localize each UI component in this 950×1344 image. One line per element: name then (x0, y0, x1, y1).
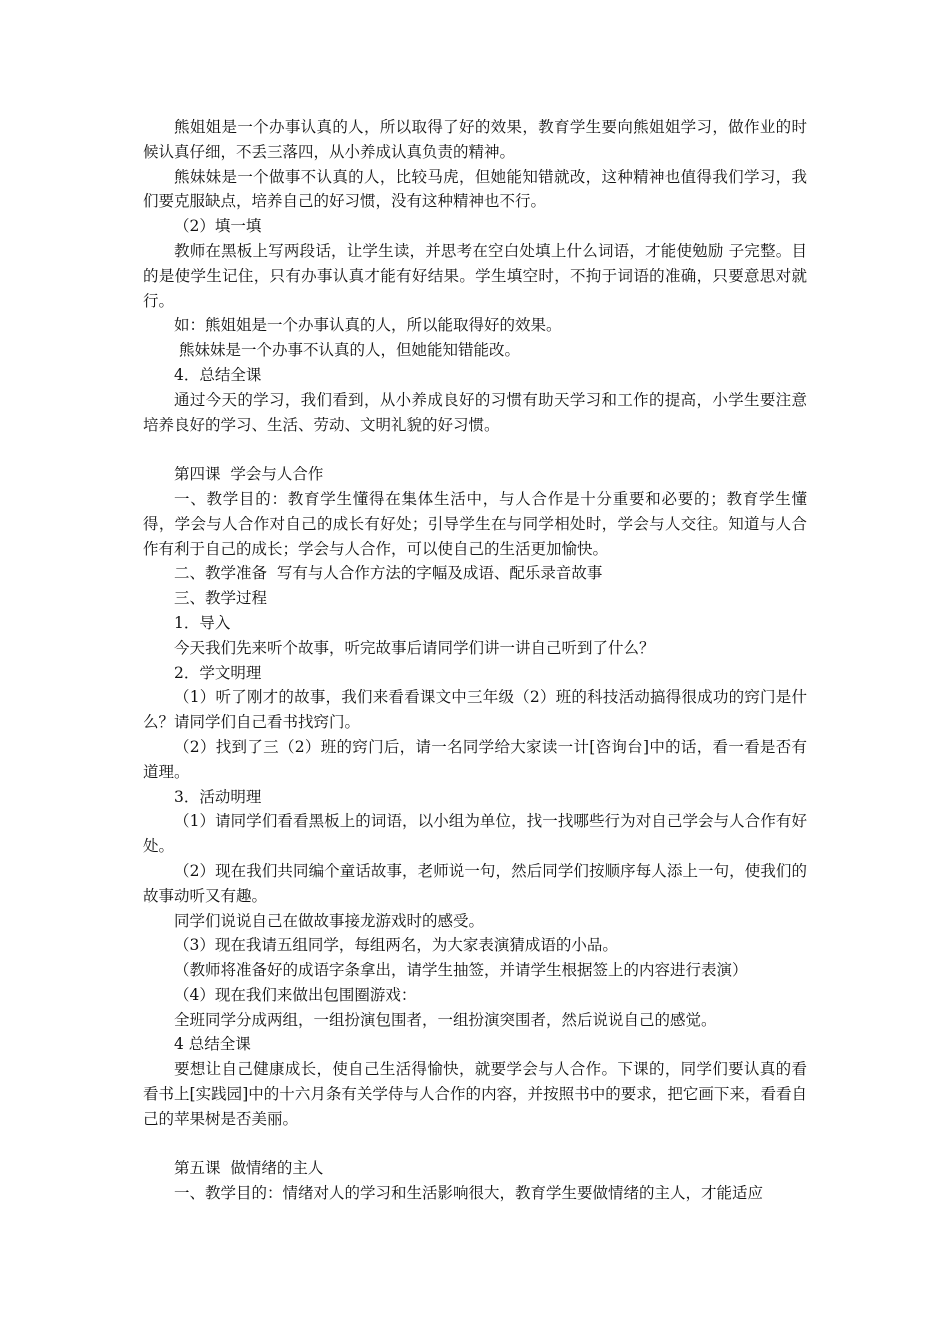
paragraph-listen-story: 今天我们先来听个故事，听完故事后请同学们讲一讲自己听到了什么？ (174, 638, 655, 657)
subheading-activity: 3．活动明理 (174, 787, 262, 806)
subheading-learn-text: 2．学文明理 (174, 663, 262, 682)
lesson-five-title: 第五课 做情绪的主人 (174, 1159, 324, 1178)
paragraph-activity-2: （2）现在我们共同编个童话故事，老师说一句，然后同学们按顺序每人添上一句，使我们的故事动听又有趣。 (143, 861, 807, 905)
paragraph-step-1: （1）听了刚才的故事，我们来看看课文中三年级（2）班的科技活动搞得很成功的窍门是什么？请同学们自己看书找窍门。 (143, 688, 807, 732)
document-body (143, 115, 807, 1206)
paragraph-teaching-preparation: 二、教学准备 写有与人合作方法的字幅及成语、配乐录音故事 (174, 564, 603, 583)
paragraph-teacher-blackboard: 教师在黑板上写两段话，让学生读，并思考在空白处填上什么词语，才能使勉励 子完整。目的是使学生记住，只有办事认真才能有好结果。学生填空时，不拘于词语的准确，只要意思对就行。 (143, 241, 807, 310)
subheading-introduction: 1．导入 (174, 613, 231, 632)
paragraph-activity-note: （教师将准备好的成语字条拿出，请学生抽签，并请学生根据签上的内容进行表演） (174, 961, 748, 980)
subheading-teaching-process: 三、教学过程 (174, 589, 268, 608)
paragraph-xiong-jiejie: 熊姐姐是一个办事认真的人，所以取得了好的效果，教育学生要向熊姐姐学习，做作业的时候认真仔细，不丢三落四，从小养成认真负责的精神。 (143, 118, 807, 161)
paragraph-example-1: 如：熊姐姐是一个办事认真的人，所以能取得好的效果。 (174, 316, 562, 335)
paragraph-summary-cooperation: 要想让自己健康成长，使自己生活得愉快，就要学会与人合作。下课的，同学们要认真的看看书上[实践园]中的十六月条有关学侍与人合作的内容，并按照书中的要求，把它画下来，看看自己的苹果树是否美丽。 (143, 1060, 807, 1128)
paragraph-lesson-five-goal: 一、教学目的：情绪对人的学习和生活影响很大，教育学生要做情绪的主人，才能适应 (174, 1184, 764, 1203)
paragraph-summary-habits: 通过今天的学习，我们看到，从小养成良好的习惯有助天学习和工作的提高，小学生要注意培养良好的学习、生活、劳动、文明礼貌的好习惯。 (143, 390, 807, 434)
paragraph-step-2: （2）找到了三（2）班的窍门后，请一名同学给大家读一计[咨询台]中的话，看一看是否有道理。 (143, 737, 807, 781)
subheading-fill-blank: （2）填一填 (174, 217, 262, 236)
paragraph-teaching-goal: 一、教学目的：教育学生懂得在集体生活中，与人合作是十分重要和必要的；教育学生懂得，学会与人合作对自己的成长有好处；引导学生在与同学相处时，学会与人交往。知道与人合作有利于自己的成长；学会与人合作，可以使自己的生活更加愉快。 (143, 489, 807, 558)
subheading-summary-4: 4．总结全课 (174, 365, 262, 384)
paragraph-xiong-meimei: 熊妹妹是一个做事不认真的人，比较马虎，但她能知错就改，这种精神也值得我们学习，我们要克服缺点，培养自己的好习惯，没有这种精神也不行。 (143, 167, 807, 211)
lesson-four-title: 第四课 学会与人合作 (174, 465, 324, 484)
paragraph-example-2: 熊妹妹是一个办事不认真的人，但她能知错能改。 (174, 341, 520, 360)
paragraph-activity-4: （4）现在我们来做出包围圈游戏： (174, 985, 417, 1004)
subheading-summary-lesson-four: 4 总结全课 (174, 1035, 251, 1054)
paragraph-activity-groups: 全班同学分成两组，一组扮演包围者，一组扮演突围者，然后说说自己的感觉。 (174, 1010, 717, 1029)
paragraph-activity-3: （3）现在我请五组同学，每组两名，为大家表演猜成语的小品。 (174, 936, 618, 955)
section-gap (143, 437, 807, 462)
paragraph-activity-1: （1）请同学们看看黑板上的词语，以小组为单位，找一找哪些行为对自己学会与人合作有好处。 (143, 812, 807, 856)
section-gap (143, 1132, 807, 1157)
paragraph-activity-feeling: 同学们说说自己在做故事接龙游戏时的感受。 (174, 911, 485, 930)
